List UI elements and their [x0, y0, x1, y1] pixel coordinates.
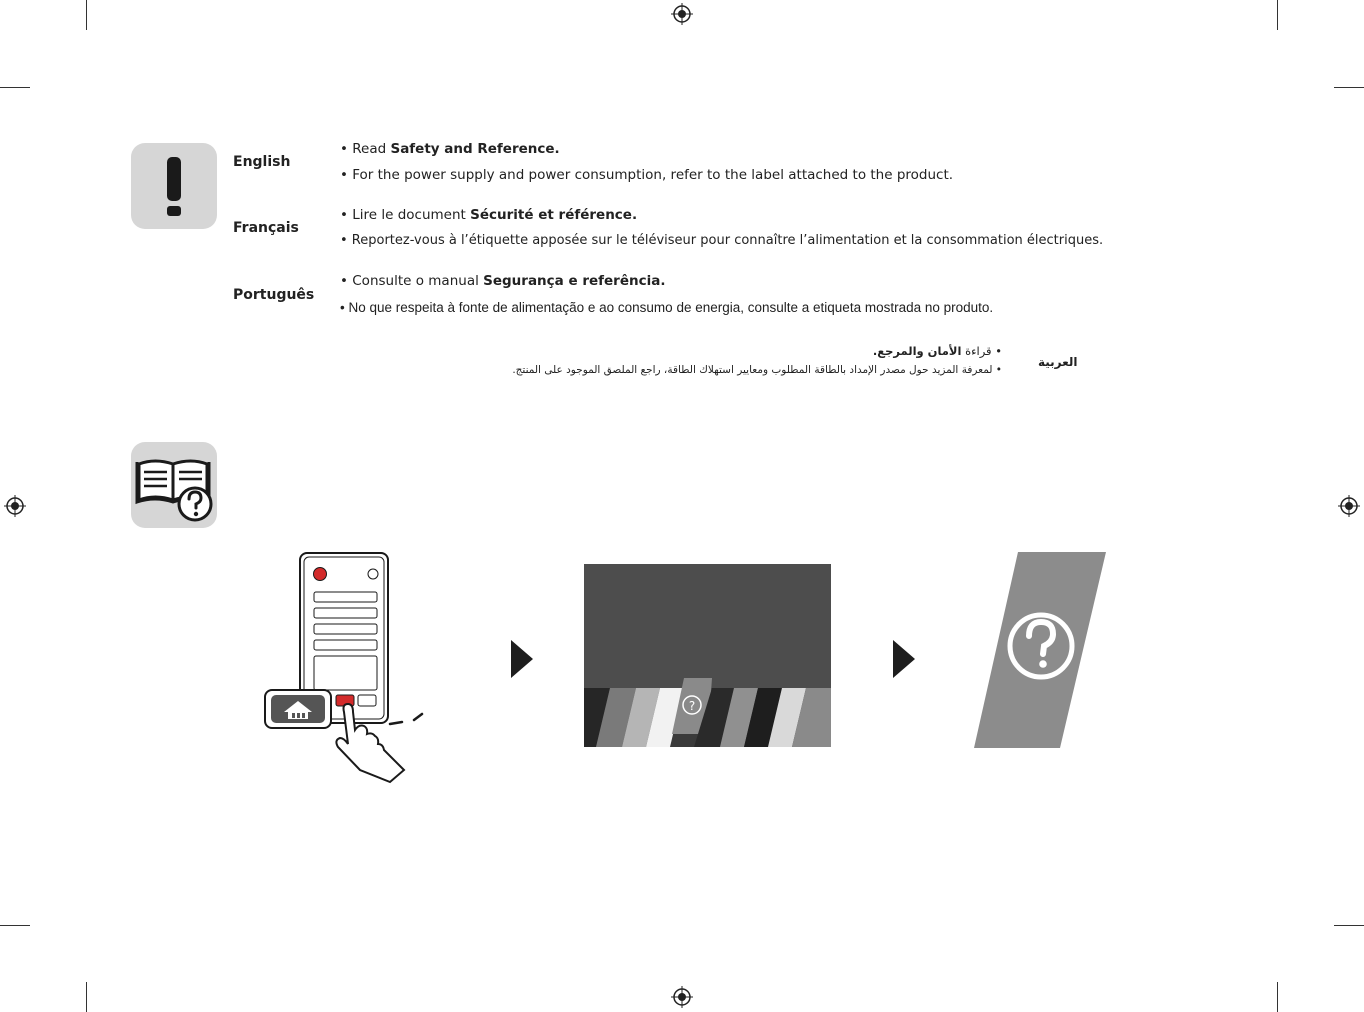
language-english: English [233, 154, 291, 170]
portugues-line-2: • No que respeita à fonte de alimentação e ao consumo de energia, consulte a etiqueta mostrada no produto. [340, 300, 994, 315]
crop-mark [0, 925, 30, 926]
language-portugues: Português [233, 287, 315, 303]
arabic-line-1: • قراءة الأمان والمرجع. [872, 344, 1002, 358]
crop-mark [86, 982, 87, 1012]
francais-line-1: • Lire le document Sécurité et référence. [340, 207, 638, 223]
svg-text:?: ? [688, 699, 696, 713]
registration-mark [671, 3, 693, 25]
language-francais: Français [233, 220, 299, 236]
registration-mark [671, 986, 693, 1008]
language-arabic: العربية [1038, 355, 1078, 369]
crop-mark [1334, 925, 1364, 926]
crop-mark [1277, 982, 1278, 1012]
crop-mark [86, 0, 87, 30]
portugues-line-1: • Consulte o manual Segurança e referência. [340, 273, 666, 289]
crop-mark [0, 87, 30, 88]
arabic-line-2: • لمعرفة المزيد حول مصدر الإمداد بالطاقة المطلوب ومعايير استهلاك الطاقة، راجع الملصق الموجود على المنتج. [512, 364, 1002, 376]
book-question-icon [131, 442, 217, 528]
crop-mark [1334, 87, 1364, 88]
registration-mark [1338, 495, 1360, 517]
help-card-step [972, 552, 1108, 749]
arrow-right-icon [511, 640, 533, 678]
remote-home-button-step [262, 552, 432, 784]
registration-mark [4, 495, 26, 517]
english-line-2: • For the power supply and power consumption, refer to the label attached to the product. [340, 167, 954, 183]
arrow-right-icon [893, 640, 915, 678]
exclamation-icon [131, 143, 217, 229]
crop-mark [1277, 0, 1278, 30]
tv-screen-step [584, 564, 831, 747]
english-line-1: • Read Safety and Reference. [340, 141, 560, 157]
francais-line-2: • Reportez-vous à l’étiquette apposée sur le téléviseur pour connaître l’alimentation et la consommation électriques. [340, 233, 1104, 248]
